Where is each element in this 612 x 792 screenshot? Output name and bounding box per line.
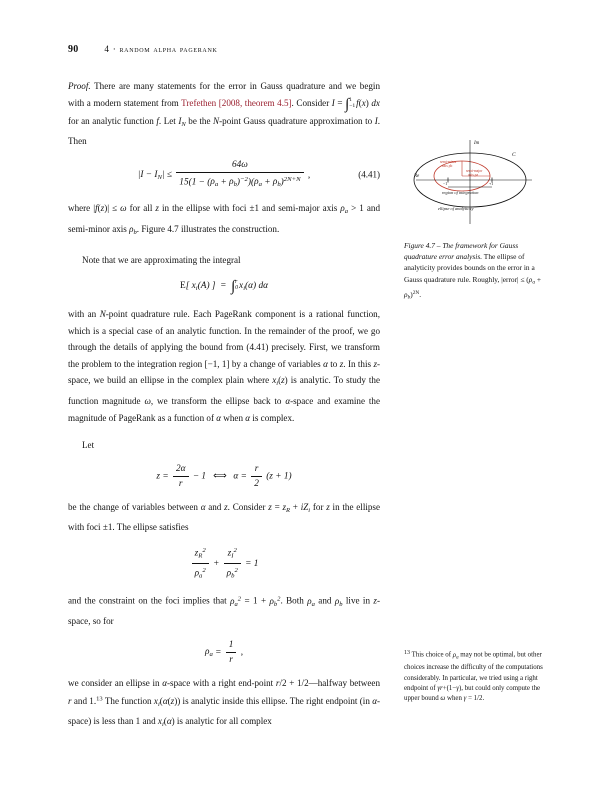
- footnote-marker: 13: [404, 650, 410, 656]
- equation-4-41-denominator: $15(1 - (\rho_a + \rho_b)^{-2})(\rho_a + \rho_b)^{2N+N}$: [179, 175, 301, 189]
- svg-text:semi-minor: semi-minor: [440, 160, 457, 164]
- equation-4-41-fraction: [176, 159, 303, 191]
- paragraph-omega-text: where |f(z)| ≤ ω for all z in the ellipse with foci ±1 and semi-major axis $\rho_a > 1$ and semi-minor axis $\rho_b$. Figure 4.7 illustrates the construction.: [68, 203, 380, 236]
- figure-caption-title: Figure 4.7 – The framework for Gauss quadrature error analysis.: [404, 241, 519, 262]
- svg-text:+1: +1: [489, 181, 494, 186]
- equation-rho-a: $\rho_a$ = $\frac{1}{r}$ ,: [204, 639, 244, 665]
- proof-label: Proof.: [68, 81, 91, 91]
- paragraph-ellipse-foci-text: be the change of variables between α and z. Consider $z = z_R + iZ_i$ for z in the ellipse with foci ±1. The ellipse satisfies: [68, 501, 380, 533]
- equation-ellipse: $\frac{z_R^2}{\rho_a^2}$ + $\frac{z_I^2}{\rho_b^2}$ = 1: [68, 545, 380, 583]
- figure-4-7: [404, 132, 544, 228]
- main-text-column: [68, 78, 380, 734]
- paragraph-endpoint-text: we consider an ellipse in α-space with a right end-point r/2 + 1/2—halfway between r and 1.13 The function $x_i(\alpha(z))$ is analytic inside this ellipse. The right endpoint (in α-space) is less than 1 and $x_i(\alpha)$ is analytic for all complex: [68, 677, 381, 729]
- paragraph-endpoint: [68, 675, 380, 734]
- equation-4-41: $|I - I_N|$ ≤ $\frac{64\omega}{15(1 - (\rho_a + \rho_b)^{-2})(\rho_a + \rho_b)^{2N+N}}$ , (4.41): [68, 159, 380, 191]
- svg-text:axis ρa: axis ρa: [468, 173, 479, 177]
- svg-text:axis ρb: axis ρb: [442, 164, 453, 168]
- equation-4-41-numerator: 64ω: [176, 159, 303, 173]
- figure-caption-body: The ellipse of analyticity provides bounds on the error in a Gauss quadrature rule. Roughly, |error| ≤ $(\rho_a + \rho_b)^{2N}$.: [404, 252, 541, 301]
- footnote-13: [404, 648, 544, 705]
- paragraph-let: Let: [82, 440, 95, 451]
- footnote-text: This choice of $\rho_a$ may not be optimal, but other choices increase the difficulty of the computations considerably. In particular, we tried using a right endpoint of γr+(1−γ), but could only compute the upper bound ω when γ = 1/2.: [404, 651, 543, 703]
- paragraph-quadrature: [68, 306, 380, 426]
- svg-text:semi-major: semi-major: [466, 169, 483, 173]
- equation-change-of-variables: z = $\frac{2\alpha}{r}$ − 1 ⟺ α = $\frac{r}{2}$ (z + 1): [156, 463, 292, 489]
- paragraph-foci-constraint: [68, 591, 380, 629]
- svg-text:Im: Im: [474, 141, 480, 146]
- svg-text:Re: Re: [414, 174, 420, 179]
- paragraph-quadrature-text: with an N-point quadrature rule. Each PageRank component is a rational function, which is a special case of an analytic function. In the remainder of the proof, we go through the details of applying the bound from (4.41) precisely. First, we transform the problem to the integration region [−1, 1] by a change of variables α to z. In this z-space, we build an ellipse in the complex plain where $x_i(z)$ is analytic. To study the function magnitude ω, we transform the ellipse back to α-space and examine the magnitude of PageRank as a function of α when α is complex.: [68, 309, 381, 423]
- paragraph-proof: [68, 78, 380, 150]
- svg-text:region of integration: region of integration: [442, 190, 479, 195]
- proof-text-b: . Consider I = ∫ 1 −1 f(x) dx for an analytic function f. Let $I_N$ be the N-point Gauss quadrature approximation to I. Then: [68, 96, 380, 147]
- page-number: 90: [68, 44, 79, 55]
- footnote-reference-13: 13: [96, 695, 103, 703]
- svg-text:C: C: [512, 152, 516, 158]
- equation-4-41-tag: (4.41): [358, 169, 380, 180]
- paragraph-foci-constraint-text: and the constraint on the foci implies that $\rho_a^2 = 1 + \rho_b^2$. Both $\rho_a$ and $\rho_b$ live in z-space, so for: [68, 595, 380, 627]
- svg-text:ellipse of analyticity: ellipse of analyticity: [438, 206, 474, 211]
- running-head: [68, 44, 538, 55]
- chapter-title: 4 · random alpha pagerank: [104, 44, 218, 54]
- proof-text-a: There are many statements for the error in Gauss quadrature and we begin with a modern statement from: [68, 81, 380, 108]
- citation-link-trefethen[interactable]: Trefethen [2008, theorem 4.5]: [181, 97, 292, 108]
- svg-text:−1: −1: [443, 181, 448, 186]
- paragraph-note-integral: Note that we are approximating the integral: [82, 255, 241, 266]
- figure-4-7-graphic: [404, 132, 544, 228]
- paragraph-omega: [68, 200, 380, 241]
- figure-4-7-caption: [404, 240, 544, 304]
- equation-expectation: E[ $x_i(A)$ ] = ∫ r 0 $x_i(\alpha)$ dα: [180, 278, 268, 295]
- paragraph-ellipse-foci: [68, 499, 380, 536]
